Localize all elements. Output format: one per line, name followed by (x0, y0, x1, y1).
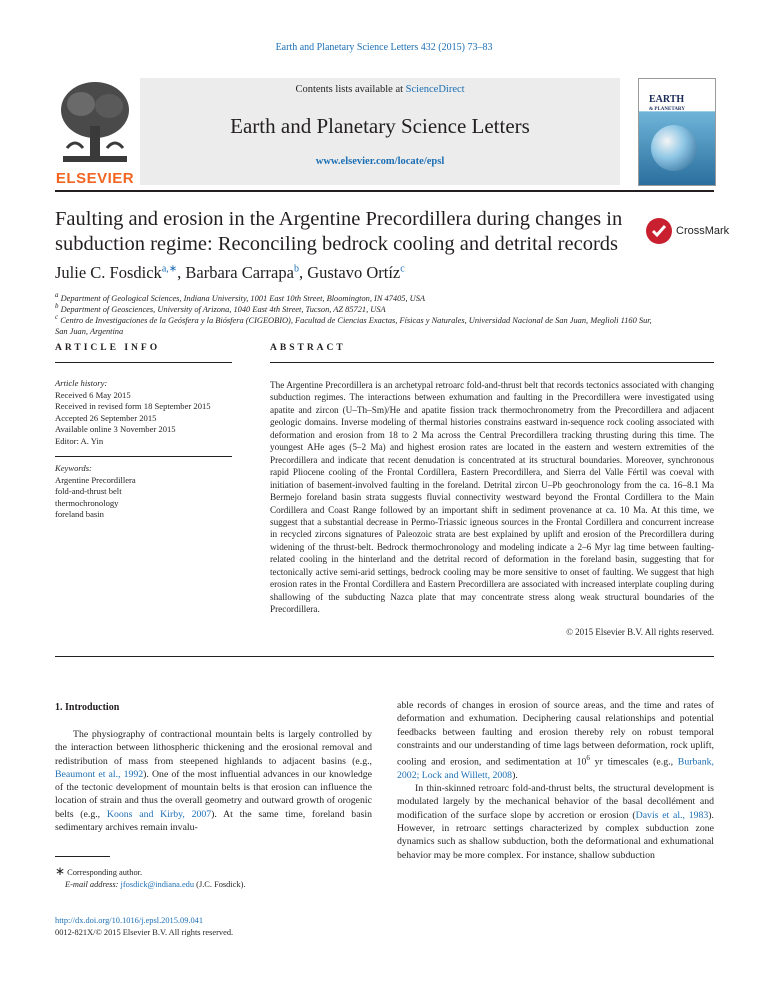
intro-paragraph (397, 782, 714, 862)
email-suffix: (J.C. Fosdick). (194, 879, 246, 889)
issn-line: 0012-821X/© 2015 Elsevier B.V. All rights reserved. (55, 927, 234, 937)
affiliation-text: Department of Geological Sciences, Indiana University, 1001 East 10th Street, Bloomington, IN 47405, USA (60, 293, 426, 303)
footnote (55, 866, 375, 890)
abstract-label: ABSTRACT (270, 343, 346, 353)
section-heading: 1. Introduction (55, 702, 120, 713)
paragraph-text: ). (512, 769, 518, 781)
cover-title-line2: & PLANETARY (649, 107, 685, 112)
intro-left-column (55, 728, 372, 834)
affiliation-sup: b (55, 302, 59, 310)
paragraph-text: able records of changes in erosion of source areas, and the time and rates of deformation and exhumation. Deciphering causal relationships and potential feedbacks between faulting and erosion thereby rely on robust temporal constraints and our understanding of time lags between deformation, rock uplift, cooling and erosion, and sedimentation at 10 (397, 700, 714, 768)
intro-right-column (397, 699, 714, 862)
history-rule (55, 456, 232, 457)
article-title: Faulting and erosion in the Argentine Precordillera during changes in subduction regime: Reconciling bedrock cooling and detrital records (55, 208, 623, 255)
contents-prefix: Contents lists available at (295, 84, 406, 95)
article-info-rule (55, 362, 232, 363)
paragraph-text: yr timescales (e.g., (589, 756, 678, 768)
abstract-rule (270, 362, 714, 363)
crossmark-button[interactable] (646, 218, 736, 248)
citation-link[interactable]: Burbank, 2002; Lock and Willett, 2008 (397, 756, 714, 781)
intro-paragraph (55, 728, 372, 834)
paragraph-text: In thin-skinned retroarc fold-and-thrust belts, the structural development is modulated largely by the mechanical behavior of the basal decollément and modification of the surface slope by accretion or erosion ( (397, 783, 714, 821)
author-separator: , (298, 263, 308, 282)
email-label: E-mail address: (65, 879, 121, 889)
history-heading: Article history: (55, 378, 108, 388)
paragraph-text: The physiography of contractional mountain belts is largely controlled by the interaction between lithospheric thickening and the erosional removal and redistribution of mass from steepened highlands to adjacent basins (e.g., (55, 729, 372, 767)
crossmark-label: CrossMark (676, 225, 730, 237)
exponent: 6 (586, 754, 590, 763)
intro-paragraph (397, 699, 714, 782)
keywords-heading: Keywords: (55, 463, 92, 473)
cover-globe (651, 125, 697, 171)
author-separator: , (177, 263, 186, 282)
author-sup[interactable]: b (293, 263, 299, 275)
paragraph-text: ). At the same time, foreland basin sedimentary archives remain invalu- (55, 808, 372, 834)
keywords (55, 463, 235, 521)
journal-reference[interactable]: Earth and Planetary Science Letters 432 (2015) 73–83 (275, 42, 493, 53)
email-link[interactable]: jfosdick@indiana.edu (120, 879, 195, 889)
paragraph-text: ). However, in retroarc settings characterized by complex subduction zone dynamics such as shallow subduction, both the deformational and exhumational behavior may be more complex. For instance, shallow subduction (397, 809, 715, 861)
article-history (55, 378, 235, 448)
abstract-end-rule (55, 656, 714, 657)
keyword-item: Argentine Precordillera (55, 474, 136, 485)
contents-line (140, 84, 620, 95)
history-received: Received 6 May 2015 (55, 389, 131, 400)
citation-link[interactable]: Davis et al., 1983 (635, 809, 709, 821)
doi-block (55, 915, 375, 938)
paragraph-text: ). One of the most influential advances in our knowledge of the tectonic development of mountain belts is that erosion can influence the location of strain and thus the overall geometry and outward growth of orogenic belts (e.g., (55, 768, 373, 820)
author-name: Barbara Carrapa (185, 263, 294, 282)
affiliation-text: Department of Geosciences, University of Arizona, 1040 East 4th Street, Tucson, AZ 85721, USA (60, 304, 386, 314)
keyword-item: foreland basin (55, 509, 104, 520)
article-info-label: ARTICLE INFO (55, 343, 161, 353)
publisher-logo-text: ELSEVIER (55, 170, 135, 187)
journal-cover-image (638, 78, 716, 186)
sciencedirect-link[interactable]: ScienceDirect (405, 84, 465, 95)
journal-url-link[interactable]: www.elsevier.com/locate/epsl (315, 156, 445, 167)
citation-link[interactable]: Koons and Kirby, 2007 (106, 808, 212, 820)
affiliation-text: Centro de Investigaciones de la Geósfera y la Biósfera (CIGEOBIO), Facultad de Ciencias Exactas, Físicas y Naturales, Universidad Nacional de San Juan, Meglioli 1160 Sur, San Juan, Argentina (55, 315, 652, 337)
history-online: Available online 3 November 2015 (55, 424, 176, 435)
footnote-rule (55, 856, 110, 857)
cover-title-line1: EARTH (649, 94, 685, 105)
author-sup[interactable]: c (400, 263, 405, 275)
keyword-item: fold-and-thrust belt (55, 486, 122, 497)
corresponding-author: Corresponding author. (67, 868, 143, 877)
author-name: Gustavo Ortíz (307, 263, 401, 282)
history-revised: Received in revised form 18 September 2015 (55, 401, 211, 412)
author-sup[interactable]: a,∗ (161, 263, 178, 275)
copyright-notice: © 2015 Elsevier B.V. All rights reserved. (566, 627, 714, 637)
author-list (55, 263, 715, 283)
affiliation-sup: a (55, 291, 59, 299)
keyword-item: thermochronology (55, 497, 119, 508)
history-accepted: Accepted 26 September 2015 (55, 412, 157, 423)
crossmark-icon (646, 218, 672, 244)
author-name: Julie C. Fosdick (55, 263, 162, 282)
doi-link[interactable]: http://dx.doi.org/10.1016/j.epsl.2015.09.041 (55, 916, 204, 925)
affiliation (55, 312, 655, 338)
citation-link[interactable]: Beaumont et al., 1992 (55, 768, 144, 780)
journal-title: Earth and Planetary Science Letters (230, 114, 530, 138)
header-rule (55, 190, 714, 192)
affiliation-sup: c (55, 313, 59, 321)
footnote-marker: ∗ (55, 864, 66, 878)
abstract-text: The Argentine Precordillera is an archetypal retroarc fold-and-thrust belt that records tectonics associated with changing subduction regimes. The interactions between exhumation and faulting in the Precordillera were investigated using apatite and zircon (U–Th–Sm)/He and apatite fission track thermochronometry from the Precordillera and adjacent geologic domains. Inverse modeling of thermal histories constrains eastward in-sequence rock cooling associated with deformation and erosion from 18 to 2 Ma across the Central Precordillera tracking thrusting during this time. The youngest AHe ages (5–2 Ma) and highest erosion rates are located in the eastern and western extremities of the Precordillera and indicate that recent denudation is concentrated at its structural boundaries. Moreover, synchronous rapid Pliocene cooling of the Frontal Cordillera, Eastern Precordillera, and Sierra del Valle Fértil was coeval with initiation of basement-involved faulting in the foreland. Detrital zircon U–Pb geochronology from the ca. 16–8.1 Ma Bermejo foreland basin strata suggests fluvial connectivity westward beyond the Frontal Cordillera to the Main Cordillera and Coast Range followed by an important shift in sediment provenance at ca. 10 Ma. At this time, we suggest that a substantial decrease in Permo-Triassic igneous sources in the Frontal Cordillera and concurrent increase in recycled zircons signatures of Paleozoic strata are best explained by uplift and erosion of the Precordillera during widening of the thrust-belt. Bedrock thermochronology and modeling indicate a 2–6 Myr lag time between faulting-related cooling in the hinterland and the detrital record of deformation in the foreland basin, suggesting that for tectonically active semi-arid settings, bedrock cooling may be more sensitive to onset of faulting. We suggest that high erosion rates in the Frontal Cordillera and Eastern Precordillera are associated with increased interplate coupling during shallowing of the subducting Nazca plate that may concentrate stress along weak structural boundaries of the Precordillera. (270, 380, 714, 615)
history-editor: Editor: A. Yin (55, 435, 104, 446)
